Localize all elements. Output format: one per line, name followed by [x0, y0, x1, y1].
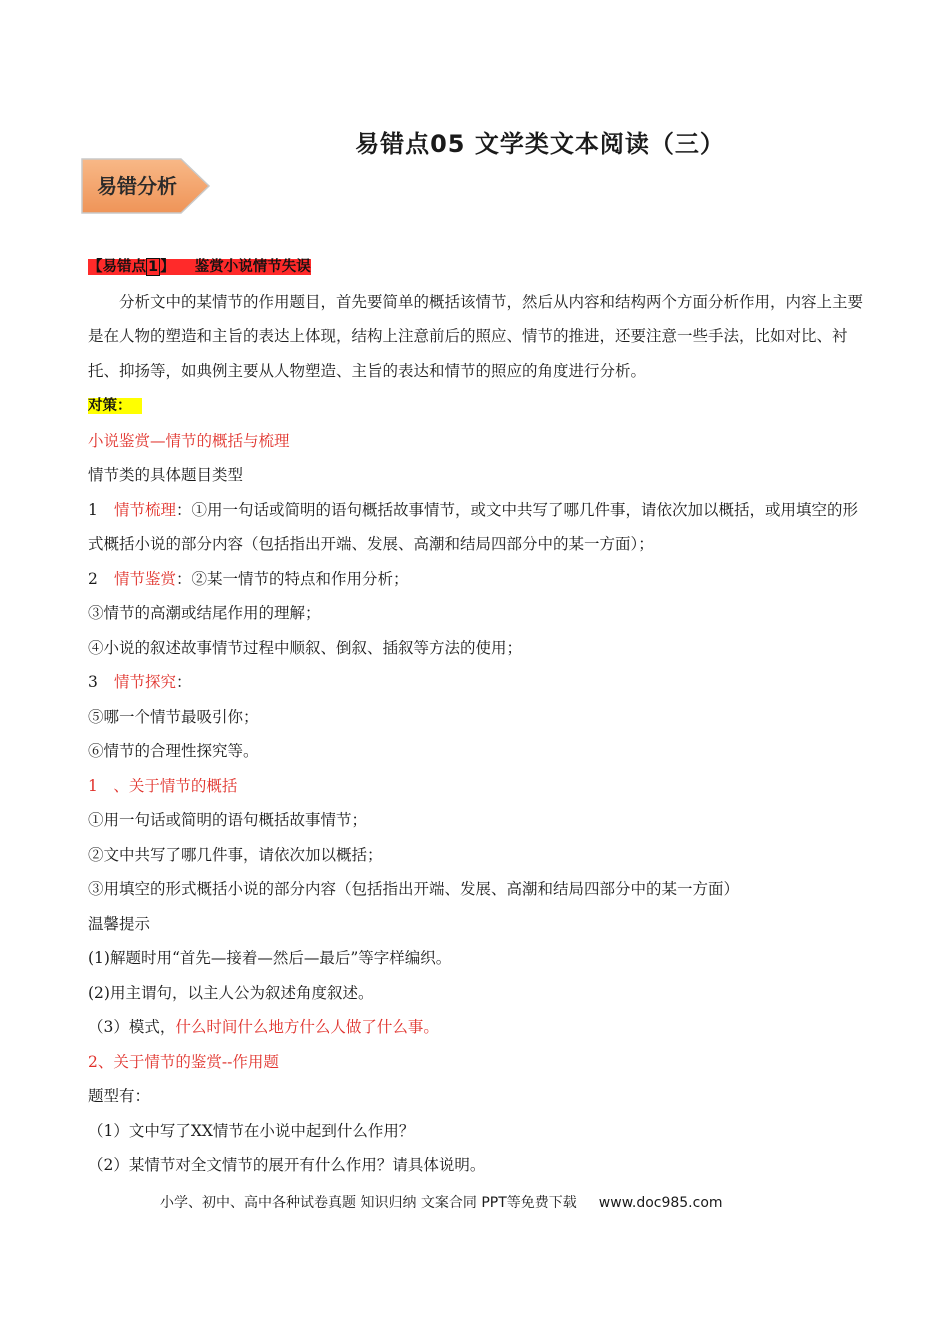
list-line: ⑥情节的合理性探究等。 — [88, 742, 259, 760]
section-heading — [88, 249, 863, 285]
tip-prefix: （3）模式， — [88, 1018, 176, 1036]
part2-intro: 题型有： — [88, 1087, 151, 1105]
item-plot-summary — [88, 493, 863, 562]
tag-open-text: 【易错点 — [88, 259, 146, 275]
part2-heading: 2、关于情节的鉴赏--作用题 — [88, 1052, 279, 1071]
item-text: ： — [176, 673, 192, 691]
part1-heading: 1 、关于情节的概括 — [88, 776, 238, 795]
footer-text: 小学、初中、高中各种试卷真题 知识归纳 文案合同 PPT等免费下载 — [160, 1195, 577, 1211]
list-line: ③情节的高潮或结尾作用的理解； — [88, 604, 321, 622]
tag-number: 1 — [148, 259, 159, 275]
item-label: 情节探究 — [114, 673, 177, 691]
item-label: 情节梳理 — [114, 500, 177, 519]
tip-pattern: 什么时间什么地方什么人做了什么事。 — [175, 1018, 439, 1036]
tag-close-text: 】 — [160, 259, 175, 275]
list-line: ②文中共写了哪几件事，请依次加以概括； — [88, 845, 383, 864]
tip-line: (2)用主谓句，以主人公为叙述角度叙述。 — [88, 983, 374, 1002]
subheading: 小说鉴赏—情节的概括与梳理 — [88, 431, 290, 450]
page-footer — [160, 1192, 723, 1212]
intro-paragraph: 分析文中的某情节的作用题目，首先要简单的概括该情节，然后从内容和结构两个方面分析作用，内容上主要是在人物的塑造和主旨的表达上体现，结构上注意前后的照应、情节的推进，还要注意一些手法，比如对比、衬托、抑扬等，如典例主要从人物塑造、主旨的表达和情节的照应的角度进行分析。 — [88, 292, 864, 380]
error-point-title: 鉴赏小说情节失误 — [194, 259, 311, 275]
item-number: 2 — [88, 569, 98, 588]
item-plot-exploration — [88, 665, 863, 700]
tip-line-pattern — [88, 1010, 863, 1045]
error-point-tag — [88, 259, 311, 275]
question-line: （2）某情节对全文情节的展开有什么作用？请具体说明。 — [88, 1156, 486, 1174]
item-number: 3 — [88, 673, 98, 691]
list-line: ④小说的叙述故事情节过程中顺叙、倒叙、插叙等方法的使用； — [88, 638, 523, 657]
item-plot-appreciation — [88, 562, 863, 597]
tip-line: (1)解题时用“首先—接着—然后—最后”等字样编织。 — [88, 949, 452, 967]
page-title: 易错点05 文学类文本阅读（三） — [355, 130, 725, 158]
banner-label: 易错分析 — [97, 174, 177, 198]
tips-heading: 温馨提示 — [88, 914, 151, 933]
question-line: （1）文中写了XX情节在小说中起到什么作用？ — [88, 1121, 415, 1140]
strategy-label-line — [88, 388, 863, 424]
list-line: ①用一句话或简明的语句概括故事情节； — [88, 811, 368, 829]
item-text: ：②某一情节的特点和作用分析； — [176, 569, 409, 588]
item-number: 1 — [88, 500, 98, 519]
item-label: 情节鉴赏 — [114, 569, 177, 588]
types-heading: 情节类的具体题目类型 — [88, 466, 244, 484]
list-line: ③用填空的形式概括小说的部分内容（包括指出开端、发展、高潮和结局四部分中的某一方面） — [88, 880, 740, 898]
strategy-label: 对策： — [88, 398, 142, 414]
footer-url: www.doc985.com — [598, 1195, 723, 1211]
document-body — [88, 250, 863, 1183]
list-line: ⑤哪一个情节最吸引你； — [88, 707, 259, 726]
section-banner — [81, 158, 211, 214]
item-text: ：①用一句话或简明的语句概括故事情节，或文中共写了哪几件事，请依次加以概括，或用填空的形式概括小说的部分内容（包括指出开端、发展、高潮和结局四部分中的某一方面）； — [88, 500, 859, 553]
